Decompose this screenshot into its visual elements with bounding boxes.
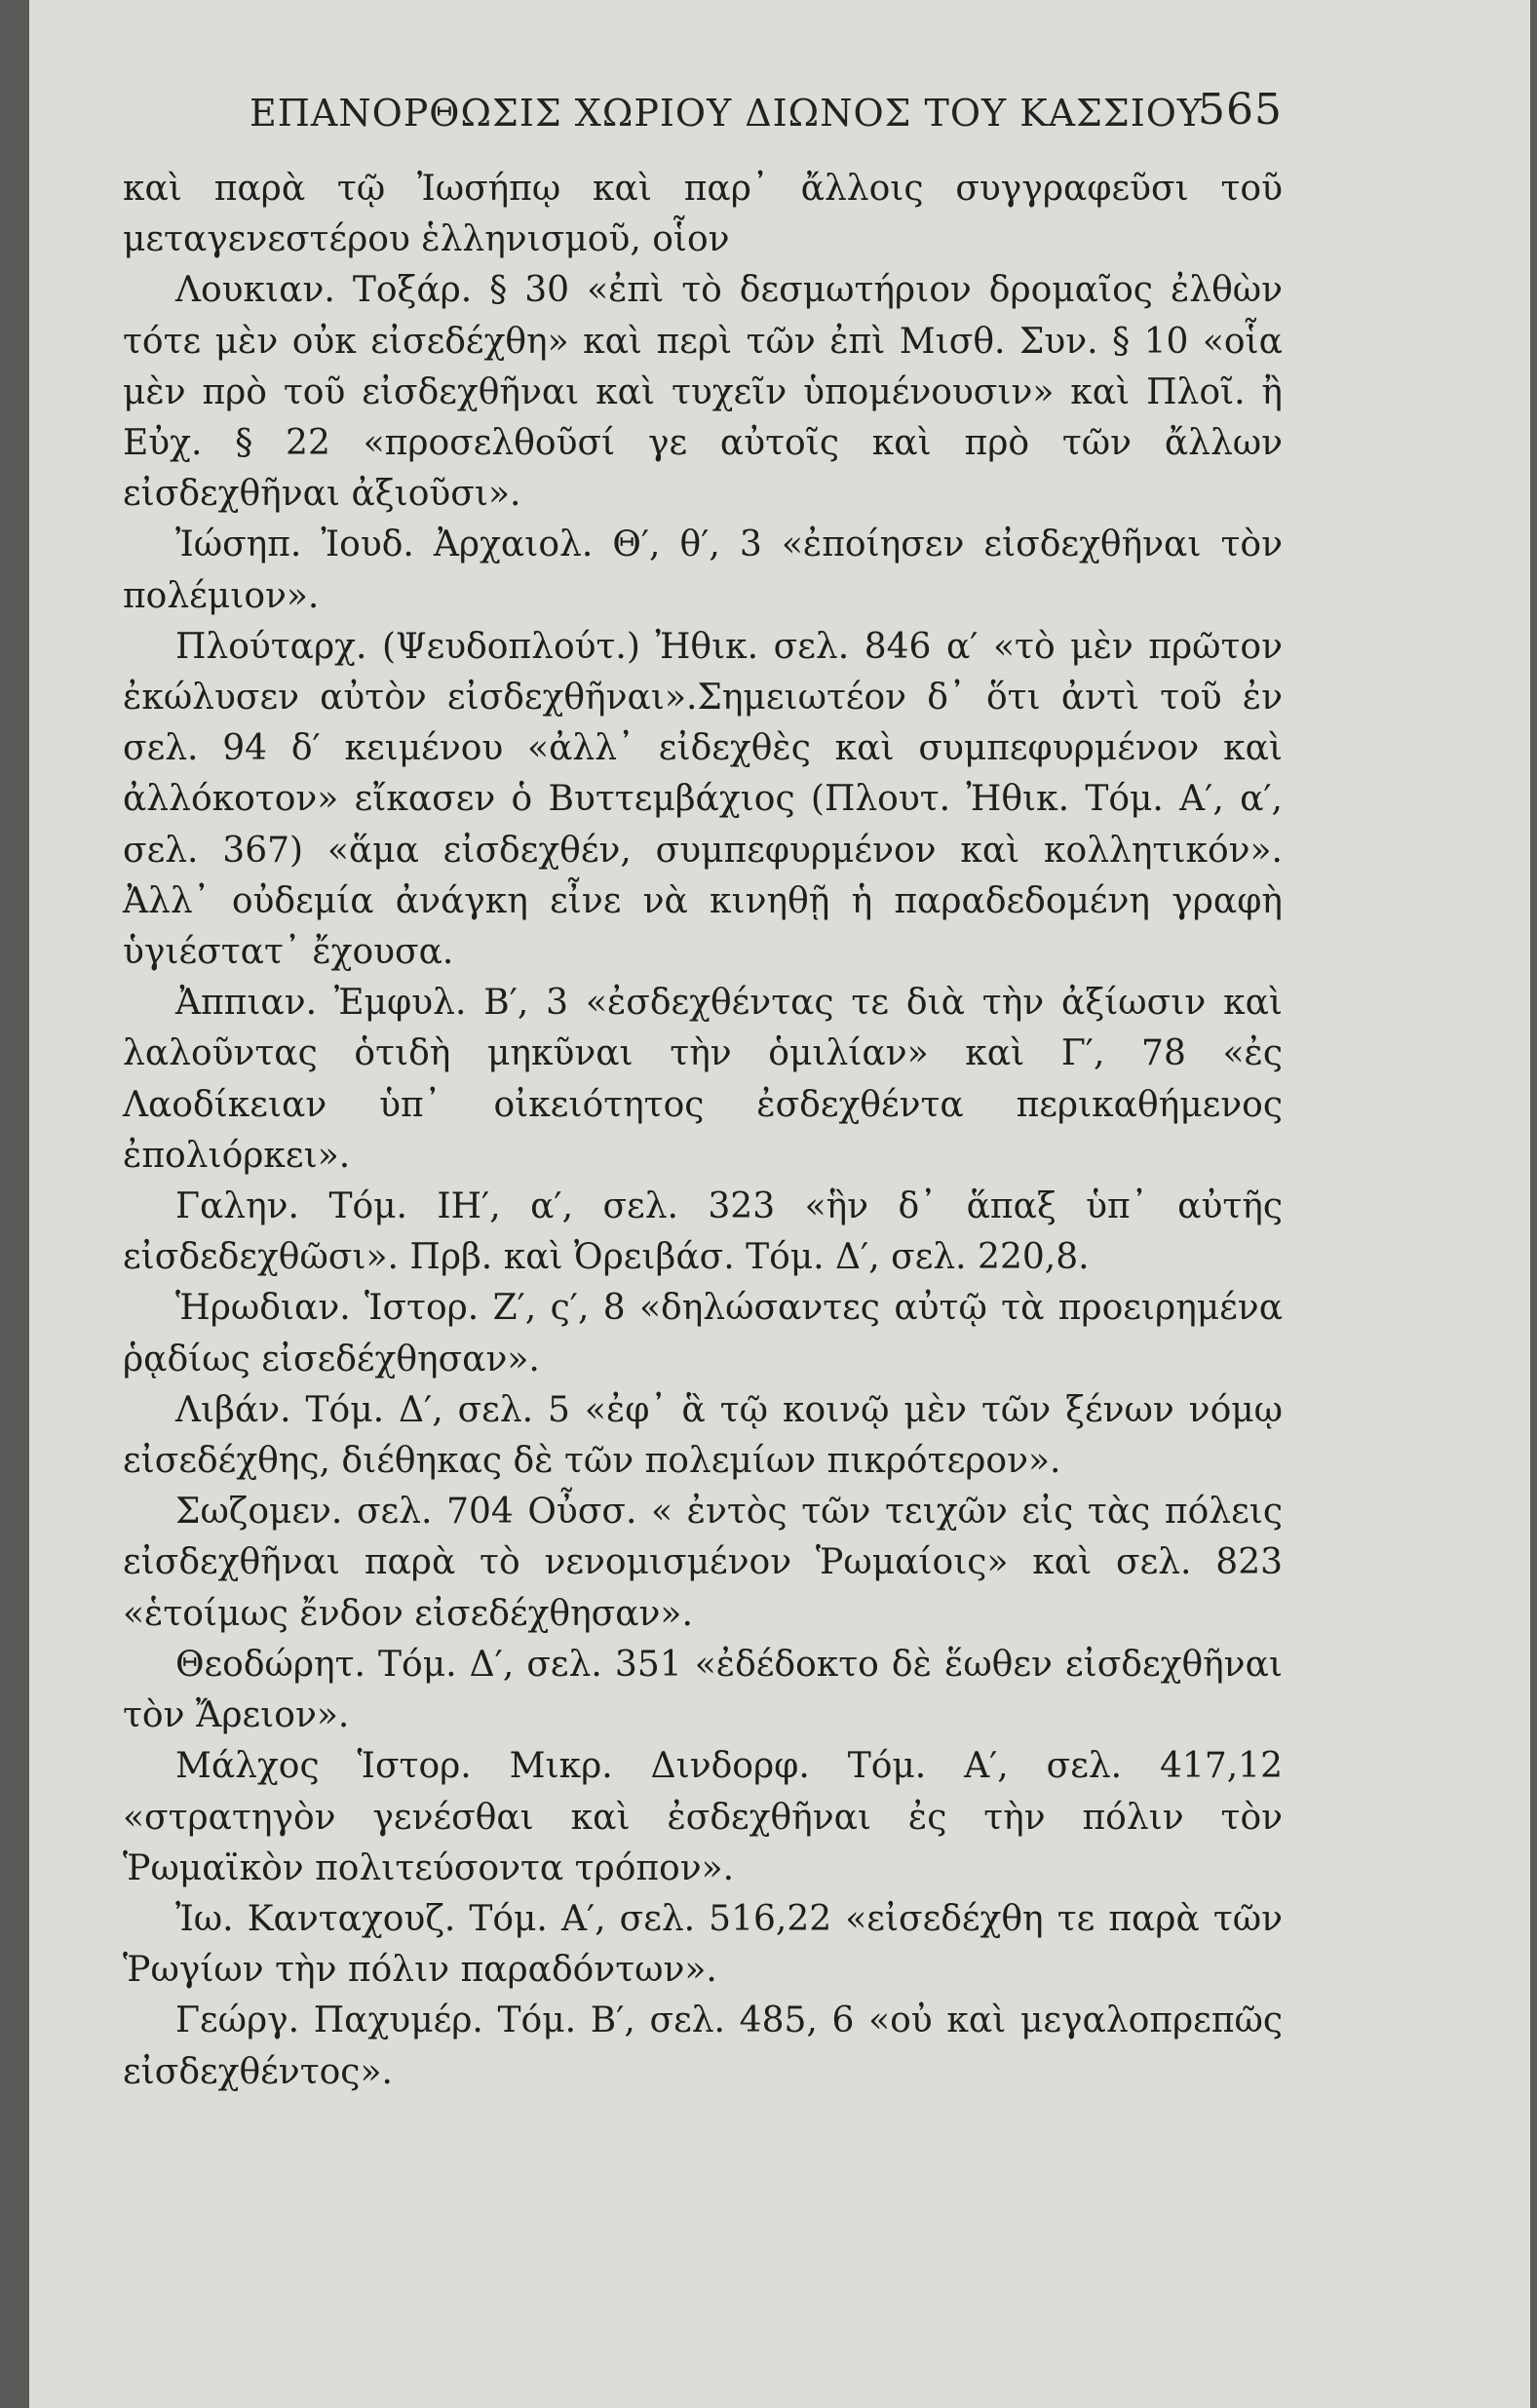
paragraph: καὶ παρὰ τῷ Ἰωσήπῳ καὶ παρ᾽ ἄλλοις συγγραφεῦσι τοῦ μεταγενεστέρου ἑλληνισμοῦ, οἷον — [123, 169, 1283, 260]
paragraph: Ἰω. Κανταχουζ. Τόμ. Α′, σελ. 516,22 «εἰσεδέχθη τε παρὰ τῶν Ῥωγίων τὴν πόλιν παραδόντων». — [123, 1898, 1283, 1991]
paragraph: Μάλχος Ἱστορ. Μικρ. Δινδορφ. Τόμ. Α′, σελ. 417,12 «στρατηγὸν γενέσθαι καὶ ἐσδεχθῆναι ἐς τὴν πόλιν τὸν Ῥωμαϊκὸν πολιτεύσοντα τρόπον». — [123, 1746, 1283, 1888]
paragraph: Σωζομεν. σελ. 704 Οὖσσ. « ἐντὸς τῶν τειχῶν εἰς τὰς πόλεις εἰσδεχθῆναι παρὰ τὸ νενομισμένον Ῥωμαίοις» καὶ σελ. 823 «ἑτοίμως ἔνδον εἰσεδέχθησαν». — [123, 1492, 1283, 1634]
body-text — [123, 164, 1283, 2098]
paragraph: Λουκιαν. Τοξάρ. § 30 «ἐπὶ τὸ δεσμωτήριον δρομαῖος ἐλθὼν τότε μὲν οὐκ εἰσεδέχθη» καὶ περὶ τῶν ἐπὶ Μισθ. Συν. § 10 «οἷα μὲν πρὸ τοῦ εἰσδεχθῆναι καὶ τυχεῖν ὑπομένουσιν» καὶ Πλοῖ. ἢ Εὐχ. § 22 «προσελθοῦσί γε αὐτοῖς καὶ πρὸ τῶν ἄλλων εἰσδεχθῆναι ἀξιοῦσι». — [123, 270, 1283, 515]
page-header — [250, 76, 1283, 135]
paragraph: Γεώργ. Παχυμέρ. Τόμ. Β′, σελ. 485, 6 «οὐ καὶ μεγαλοπρεπῶς εἰσδεχθέντος». — [123, 2000, 1283, 2092]
paragraph: Ἀππιαν. Ἐμφυλ. Β′, 3 «ἐσδεχθέντας τε διὰ τὴν ἀξίωσιν καὶ λαλοῦντας ὁτιδὴ μηκῦναι τὴν ὁμιλίαν» καὶ Γ′, 78 «ἐς Λαοδίκειαν ὑπ᾽ οἰκειότητος ἐσδεχθέντα περικαθήμενος ἐπολιόρκει». — [123, 983, 1283, 1176]
paragraph: Ἰώσηπ. Ἰουδ. Ἀρχαιολ. Θ′, θ′, 3 «ἐποίησεν εἰσδεχθῆναι τὸν πολέμιον». — [123, 524, 1283, 616]
paragraph: Θεοδώρητ. Τόμ. Δ′, σελ. 351 «ἐδέδοκτο δὲ ἕωθεν εἰσδεχθῆναι τὸν Ἄρειον». — [123, 1644, 1283, 1736]
book-page — [29, 0, 1530, 2408]
paragraph: Λιβάν. Τόμ. Δ′, σελ. 5 «ἐφ᾽ ἃ τῷ κοινῷ μὲν τῶν ξένων νόμῳ εἰσεδέχθης, διέθηκας δὲ τῶν πολεμίων πικρότερον». — [123, 1389, 1283, 1482]
paragraph: Γαλην. Τόμ. ΙΗ′, α′, σελ. 323 «ἣν δ᾽ ἅπαξ ὑπ᾽ αὐτῆς εἰσδεδεχθῶσι». Πρβ. καὶ Ὀρειβάσ. Τόμ. Δ′, σελ. 220,8. — [123, 1186, 1283, 1278]
page-number: 565 — [1198, 85, 1283, 135]
running-title: ΕΠΑΝΟΡΘΩΣΙΣ ΧΩΡΙΟΥ ΔΙΩΝΟΣ ΤΟΥ ΚΑΣΣΙΟΥ — [250, 92, 1204, 135]
paragraph: Ἡρωδιαν. Ἱστορ. Ζ′, ς′, 8 «δηλώσαντες αὐτῷ τὰ προειρημένα ῥᾳδίως εἰσεδέχθησαν». — [123, 1288, 1283, 1379]
paragraph: Πλούταρχ. (Ψευδοπλούτ.) Ἠθικ. σελ. 846 α′ «τὸ μὲν πρῶτον ἐκώλυσεν αὐτὸν εἰσδεχθῆναι».Σημειωτέον δ᾽ ὅτι ἀντὶ τοῦ ἐν σελ. 94 δ′ κειμένου «ἀλλ᾽ εἰδεχθὲς καὶ συμπεφυρμένον καὶ ἀλλόκοτον» εἴκασεν ὁ Βυττεμβάχιος (Πλουτ. Ἠθικ. Τόμ. Α′, α′, σελ. 367) «ἅμα εἰσδεχθέν, συμπεφυρμένον καὶ κολλητικόν». Ἀλλ᾽ οὐδεμία ἀνάγκη εἶνε νὰ κινηθῇ ἡ παραδεδομένη γραφὴ ὑγιέστατ᾽ ἔχουσα. — [123, 626, 1283, 973]
